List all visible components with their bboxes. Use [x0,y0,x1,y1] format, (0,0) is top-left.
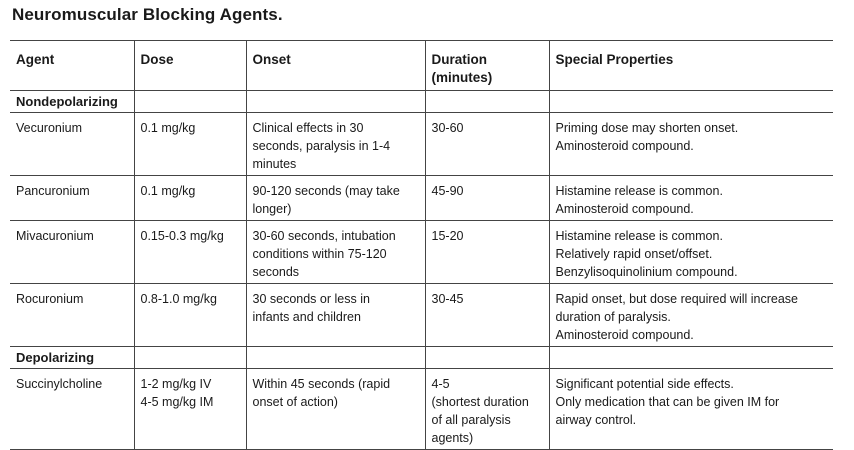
dose-cell: 0.1 mg/kg [134,176,246,221]
table-row [10,176,833,221]
special-properties-cell: Significant potential side effects. Only medication that can be given IM for airway control. [549,369,833,450]
duration-cell: 15-20 [425,221,549,284]
section-row-nondepolarizing [10,91,833,113]
duration-header-line2: (minutes) [431,70,493,85]
dose-cell: 1-2 mg/kg IV 4-5 mg/kg IM [134,369,246,450]
onset-cell: 30-60 seconds, intubation conditions within 75-120 seconds [246,221,425,284]
agent-cell: Rocuronium [10,284,134,347]
special-properties-cell: Rapid onset, but dose required will increase duration of paralysis. Aminosteroid compound. [549,284,833,347]
onset-cell: Clinical effects in 30 seconds, paralysis in 1-4 minutes [246,113,425,176]
onset-cell: 90-120 seconds (may take longer) [246,176,425,221]
column-header-agent: Agent [10,41,134,91]
page-title: Neuromuscular Blocking Agents. [12,5,283,24]
agent-cell: Pancuronium [10,176,134,221]
agent-cell: Vecuronium [10,113,134,176]
table-row [10,221,833,284]
onset-cell: 30 seconds or less in infants and children [246,284,425,347]
section-row-depolarizing [10,347,833,369]
duration-header-line1: Duration [431,52,487,67]
table-row [10,284,833,347]
agent-cell: Succinylcholine [10,369,134,450]
duration-cell: 4-5 (shortest duration of all paralysis agents) [425,369,549,450]
section-label: Depolarizing [10,347,134,369]
dose-cell: 0.15-0.3 mg/kg [134,221,246,284]
column-header-duration [425,41,549,91]
header-row [10,41,833,91]
column-header-dose: Dose [134,41,246,91]
column-header-special-properties: Special Properties [549,41,833,91]
table-row [10,113,833,176]
dose-cell: 0.8-1.0 mg/kg [134,284,246,347]
onset-cell: Within 45 seconds (rapid onset of action) [246,369,425,450]
section-label: Nondepolarizing [10,91,134,113]
duration-cell: 30-60 [425,113,549,176]
dose-cell: 0.1 mg/kg [134,113,246,176]
special-properties-cell: Priming dose may shorten onset. Aminosteroid compound. [549,113,833,176]
table-row [10,369,833,450]
agent-cell: Mivacuronium [10,221,134,284]
nmba-table [10,40,833,450]
special-properties-cell: Histamine release is common. Relatively rapid onset/offset. Benzylisoquinolinium compound. [549,221,833,284]
column-header-onset: Onset [246,41,425,91]
duration-cell: 30-45 [425,284,549,347]
duration-cell: 45-90 [425,176,549,221]
special-properties-cell: Histamine release is common. Aminosteroid compound. [549,176,833,221]
